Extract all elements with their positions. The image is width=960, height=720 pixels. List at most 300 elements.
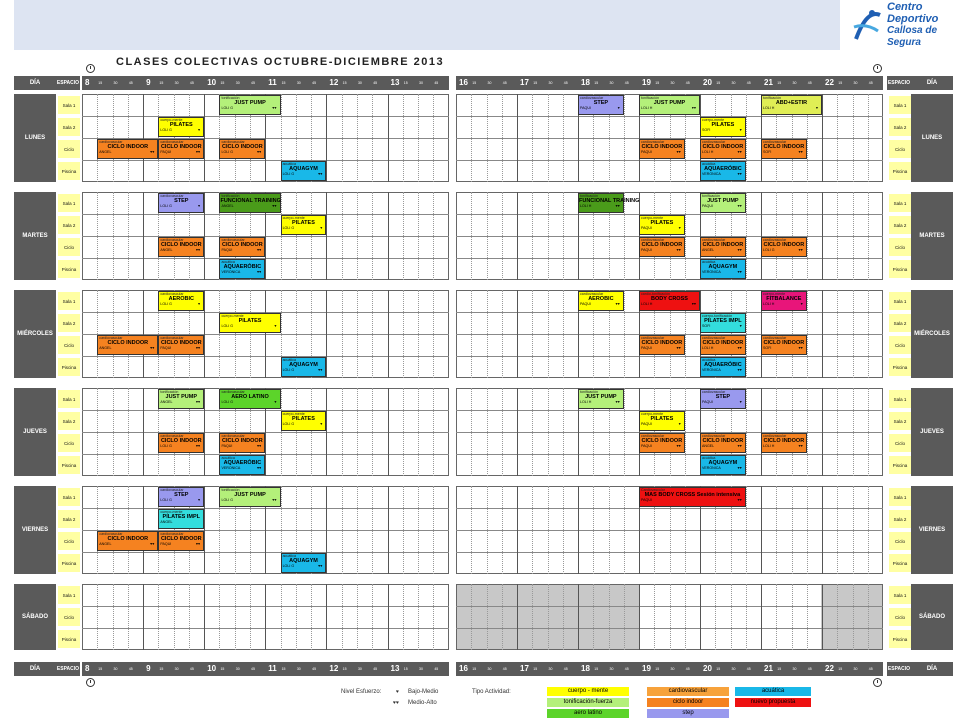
class-block[interactable] [639,139,685,159]
class-name: AQUAERÓBIC [223,460,262,466]
time-gridline [357,486,358,574]
effort-level: ♥ [815,106,818,110]
class-instructor: SOFI [702,128,711,132]
class-block[interactable] [639,95,700,115]
class-block[interactable] [761,139,807,159]
class-block[interactable] [158,509,204,529]
time-gridline [326,94,327,182]
time-gridline [113,192,114,280]
class-block[interactable] [700,139,746,159]
time-gridline [837,290,838,378]
time-gridline [776,486,777,574]
class-category: cardiovascular [580,292,604,296]
minute-label: 15 [533,667,538,671]
time-gridline [761,192,762,280]
header-dia-right: DÍA [911,76,953,90]
class-instructor: LOLI H [763,106,775,110]
space-label-right: Sala 1 [889,586,911,604]
time-gridline [822,388,823,476]
time-gridline [97,192,98,280]
space-label: Sala 1 [58,488,80,506]
effort-level: ♥ [617,106,620,110]
effort-level: ♥♥ [195,400,201,404]
legend-swatch: tonificación-fuerza [547,698,629,707]
class-instructor: VERONICA [221,466,241,470]
class-name: PILATES [292,416,315,422]
time-gridline [388,192,389,280]
time-gridline [471,192,472,280]
time-gridline [792,192,793,280]
class-instructor: LOLI G [282,368,295,372]
time-gridline [624,388,625,476]
effort-level: ♥♥ [272,106,277,110]
class-block[interactable] [158,237,204,257]
space-label: Piscina [58,260,80,278]
time-gridline [357,584,358,650]
class-block[interactable] [639,291,700,311]
time-gridline [250,290,251,378]
class-name: AQUAGYM [708,264,738,270]
class-name: CICLO INDOOR [160,242,202,248]
space-label-right: Piscina [889,630,911,648]
time-gridline [853,94,854,182]
space-label: Sala 2 [58,314,80,332]
time-gridline [97,486,98,574]
space-label: Ciclo [58,532,80,550]
time-gridline [868,486,869,574]
time-gridline [471,94,472,182]
time-gridline [97,94,98,182]
class-block[interactable] [281,553,327,573]
class-category: acuática [282,358,296,362]
effort-level: ♥♥ [737,204,742,208]
minute-label: 15 [159,667,164,671]
class-name: PILATES [292,220,315,226]
class-block[interactable] [219,455,265,475]
class-category: acuática [702,260,716,264]
class-name: CICLO INDOOR [641,144,683,150]
class-name: PILATES IMPL [162,514,201,520]
time-gridline [342,94,343,182]
class-category: cardiovascular [763,140,787,144]
class-block[interactable] [700,117,746,137]
header-dia-left: DÍA [14,662,56,676]
minute-label: 45 [685,81,690,85]
class-block[interactable] [578,389,624,409]
class-block[interactable] [700,237,746,257]
time-gridline [822,486,823,574]
class-category: cuerpo-mente [160,118,183,122]
class-name: AQUAGYM [289,166,318,172]
time-gridline [868,584,869,650]
minute-label: 15 [655,667,660,671]
class-instructor: VERONICA [702,368,721,372]
time-gridline [388,584,389,650]
class-block[interactable] [639,411,685,431]
class-instructor: VERONICA [221,270,241,274]
time-gridline [517,388,518,476]
time-gridline [609,584,610,650]
class-instructor: LOLI G [160,444,172,448]
class-block[interactable] [158,291,204,311]
day-label-right-4: VIERNES [911,486,953,574]
time-gridline [822,584,823,650]
effort-level: ♥♥ [798,444,803,448]
time-gridline [388,94,389,182]
time-gridline [685,584,686,650]
effort-level: ♥♥ [195,444,201,448]
legend-type-label: Tipo Actividad: [472,689,511,695]
minute-label: 45 [373,81,378,85]
class-instructor: PAQUI [580,302,591,306]
day-label-2: MIÉRCOLES [14,290,56,378]
time-gridline [502,94,503,182]
time-gridline [357,388,358,476]
minute-label: 30 [174,81,179,85]
time-gridline [143,584,144,650]
class-block[interactable] [158,335,204,355]
class-name: JUST PUMP [707,198,739,204]
class-block[interactable] [639,237,685,257]
time-gridline [189,584,190,650]
class-block[interactable] [97,531,158,551]
class-instructor: PAQUI [221,444,233,448]
hour-label: 11 [268,78,277,87]
minute-label: 15 [594,81,599,85]
time-gridline [532,94,533,182]
time-gridline [853,486,854,574]
time-gridline [433,94,434,182]
minute-label: 30 [357,667,362,671]
header-espacio-left: ESPACIO [56,76,80,90]
time-gridline [624,94,625,182]
hour-label: 22 [825,664,834,673]
minute-label: 30 [235,667,240,671]
time-gridline [548,584,549,650]
time-gridline [296,388,297,476]
effort-level: ♥♥ [676,150,681,154]
minute-label: 30 [357,81,362,85]
class-name: CICLO INDOOR [702,144,744,150]
time-gridline [837,486,838,574]
minute-label: 30 [609,667,614,671]
class-instructor: SOFI [702,324,711,328]
class-category: acuática [702,456,716,460]
time-gridline [639,388,640,476]
class-block[interactable] [158,117,204,137]
class-block[interactable] [219,433,265,453]
minute-label: 15 [342,81,347,85]
class-block[interactable] [700,433,746,453]
class-instructor: LOLI G [282,172,295,176]
space-label: Ciclo [58,434,80,452]
class-block[interactable] [700,313,746,333]
time-gridline [624,290,625,378]
time-gridline [502,584,503,650]
effort-level: ♥ [739,400,742,404]
effort-level: ♥♥ [257,444,262,448]
class-block[interactable] [578,193,640,213]
class-block[interactable] [158,433,204,453]
space-label-right: Ciclo [889,434,911,452]
class-block[interactable] [639,335,685,355]
minute-label: 15 [403,81,408,85]
class-block[interactable] [761,95,822,115]
minute-label: 15 [777,81,782,85]
class-category: acuática [221,456,235,460]
effort-level: ♥ [274,400,277,404]
space-label-right: Ciclo [889,532,911,550]
class-block[interactable] [578,291,624,311]
time-gridline [807,290,808,378]
class-name: CICLO INDOOR [763,144,805,150]
time-gridline [265,584,266,650]
time-gridline [746,388,747,476]
header-dia-right: DÍA [911,662,953,676]
time-gridline [746,290,747,378]
minute-label: 45 [373,667,378,671]
minute-label: 45 [128,667,133,671]
minute-label: 15 [281,667,286,671]
class-block[interactable] [219,95,280,115]
time-gridline [235,290,236,378]
minute-label: 45 [434,81,439,85]
time-gridline [807,388,808,476]
hour-label: 19 [642,78,651,87]
time-gridline [143,192,144,280]
time-gridline [403,192,404,280]
effort-level: ♥♥ [798,346,803,350]
time-gridline [433,388,434,476]
class-block[interactable] [639,215,685,235]
class-category: cardiovascular [160,140,184,144]
effort-level: ♥ [198,204,201,208]
class-name: FITBALANCE [766,296,802,302]
minute-label: 45 [563,667,568,671]
class-block[interactable] [639,487,746,507]
time-gridline [761,584,762,650]
minute-label: 45 [128,81,133,85]
class-category: acuática [282,554,296,558]
class-block[interactable] [219,237,265,257]
effort-level: ♥♥ [737,248,742,252]
class-category: cardiovascular [160,532,184,536]
class-block[interactable] [761,291,807,311]
space-label: Piscina [58,162,80,180]
class-category: cuerpo-mente [160,510,183,514]
class-block[interactable] [700,335,746,355]
class-block[interactable] [281,411,327,431]
class-category: acuática [702,162,716,166]
time-gridline [433,290,434,378]
legend-swatch: step [647,709,729,718]
class-block[interactable] [219,139,265,159]
time-gridline [532,290,533,378]
class-category: tonificación [580,390,598,394]
minute-label: 45 [312,667,317,671]
time-gridline [174,584,175,650]
legend-swatch: acuática [735,687,811,696]
class-category: tonificación [580,194,598,198]
class-instructor: LOLI G [221,400,234,404]
class-category: Cardiovascular [641,488,665,492]
class-block[interactable] [158,389,204,409]
class-category: cardiovascular [641,434,665,438]
effort-level: ♥♥ [150,346,155,350]
minute-label: 15 [716,667,721,671]
class-category: cardiovascular [99,532,123,536]
class-instructor: LOLI G [221,106,234,110]
time-gridline [624,584,625,650]
time-gridline [113,388,114,476]
class-block[interactable] [700,357,746,377]
time-gridline [822,290,823,378]
class-instructor: LOLI H [763,302,775,306]
time-gridline [219,584,220,650]
minute-label: 30 [792,81,797,85]
time-gridline [654,192,655,280]
time-gridline [433,192,434,280]
class-category: cardiovascular [702,140,726,144]
time-gridline [487,584,488,650]
class-block[interactable] [761,335,807,355]
class-block[interactable] [219,259,265,279]
time-gridline [372,388,373,476]
time-gridline [143,94,144,182]
class-name: STEP [174,198,189,204]
minute-label: 15 [98,667,103,671]
effort-level: ♥ [198,128,201,132]
time-gridline [853,192,854,280]
hour-label: 9 [146,78,151,87]
effort-level: ♥ [678,226,681,230]
time-gridline [578,486,579,574]
class-name: CICLO INDOOR [107,536,149,542]
time-gridline [235,584,236,650]
hour-label: 17 [520,78,529,87]
class-block[interactable] [219,487,280,507]
class-category: cuerpo-mente [282,412,305,416]
space-label-right: Ciclo [889,608,911,626]
class-instructor: PAQUI [702,204,713,208]
class-block[interactable] [158,139,204,159]
class-block[interactable] [700,193,746,213]
effort-level: ♥ [739,324,742,328]
time-gridline [792,584,793,650]
effort-level: ♥♥ [318,368,323,372]
class-block[interactable] [219,313,280,333]
class-block[interactable] [700,161,746,181]
class-block[interactable] [281,357,327,377]
class-instructor: VERONICA [702,172,721,176]
class-block[interactable] [219,193,280,213]
class-block[interactable] [700,259,746,279]
class-category: cuerpo-mente [282,216,305,220]
legend-effort-label: Nivel Esfuerzo: [341,689,382,695]
class-block[interactable] [700,455,746,475]
space-label-right: Sala 2 [889,314,911,332]
minute-label: 15 [159,81,164,85]
class-block[interactable] [158,531,204,551]
class-name: CICLO INDOOR [763,242,805,248]
class-block[interactable] [158,193,204,213]
space-label-right: Piscina [889,554,911,572]
class-name: CICLO INDOOR [641,242,683,248]
space-label: Sala 2 [58,412,80,430]
class-block[interactable] [761,433,807,453]
class-name: BODY CROSS [651,296,688,302]
class-instructor: LOLI H [763,444,775,448]
minute-label: 15 [98,81,103,85]
time-gridline [204,486,205,574]
class-block[interactable] [97,335,158,355]
minute-label: 30 [235,81,240,85]
space-label: Sala 2 [58,216,80,234]
time-gridline [403,486,404,574]
class-category: cardiovascular [160,292,184,296]
time-gridline [837,584,838,650]
class-instructor: LOLI G [221,324,234,328]
class-name: JUST PUMP [653,100,686,106]
class-instructor: LOLI G [160,128,172,132]
effort-level: ♥♥ [676,248,681,252]
time-gridline [639,192,640,280]
time-gridline [502,192,503,280]
time-gridline [357,192,358,280]
class-instructor: ANGEL [702,444,715,448]
class-instructor: ANGEL [160,520,173,524]
class-name: FUNCIONAL TRAINING [579,198,640,204]
day-label-right-2: MIÉRCOLES [911,290,953,378]
class-block[interactable] [281,215,327,235]
class-instructor: LOLI H [641,302,653,306]
time-gridline [143,388,144,476]
class-instructor: PAQUI [641,498,652,502]
time-gridline [113,290,114,378]
class-category: cardiovascular [221,238,245,242]
class-block[interactable] [700,389,746,409]
effort-level: ♥♥ [737,444,742,448]
minute-label: 15 [220,667,225,671]
minute-label: 30 [731,81,736,85]
space-label-right: Sala 2 [889,216,911,234]
legend-swatch: cardiovascular [647,687,729,696]
minute-label: 30 [419,667,423,671]
minute-label: 45 [807,667,812,671]
time-gridline [517,486,518,574]
effort-level: ♥♥ [150,150,155,154]
day-label-4: VIERNES [14,486,56,574]
space-label-right: Ciclo [889,140,911,158]
time-gridline [868,290,869,378]
class-block[interactable] [578,95,624,115]
class-block[interactable] [158,487,204,507]
time-gridline [593,584,594,650]
class-block[interactable] [761,237,807,257]
class-name: JUST PUMP [585,394,617,400]
minute-label: 30 [609,81,614,85]
class-block[interactable] [219,389,280,409]
class-block[interactable] [639,433,685,453]
time-gridline [357,94,358,182]
class-block[interactable] [97,139,158,159]
minute-label: 45 [746,81,751,85]
class-category: tonificación [702,194,720,198]
class-block[interactable] [281,161,327,181]
time-gridline [388,388,389,476]
minute-label: 45 [868,667,873,671]
minute-label: 15 [533,81,538,85]
